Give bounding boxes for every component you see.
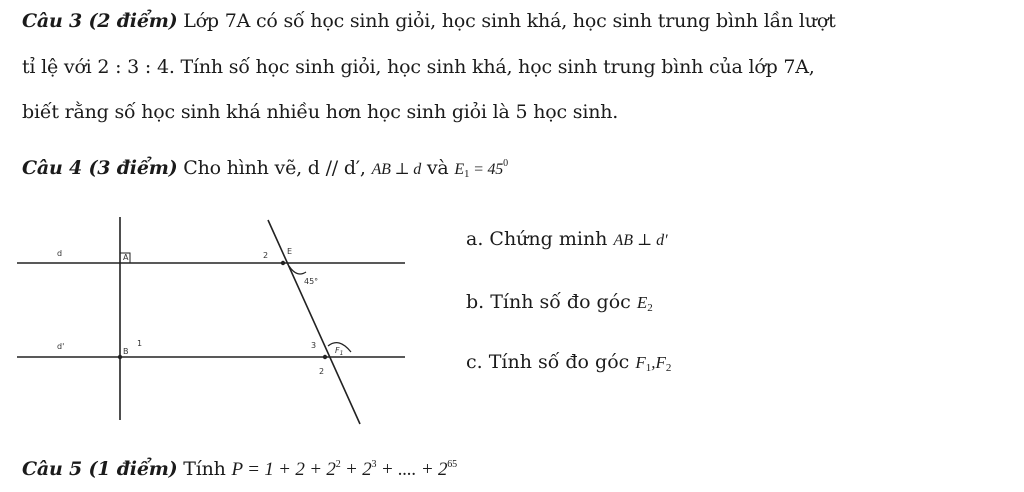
- point-e: [281, 261, 285, 265]
- part-c-sep: ,: [651, 353, 656, 372]
- label-f-2: 2: [319, 367, 325, 376]
- part-b-text: b. Tính số đo góc: [466, 291, 631, 313]
- q5-exp-2: 3: [371, 459, 377, 470]
- q5-line: [22, 458, 457, 481]
- q5-expr: [232, 459, 457, 480]
- part-a-math: AB ⊥ d′: [613, 232, 668, 249]
- point-f: [323, 355, 327, 359]
- q4-cond-1: AB ⊥ d: [371, 161, 422, 178]
- label-e-2: 2: [263, 251, 269, 260]
- label-b-angle: 1: [137, 339, 143, 348]
- q3-text-1: Lớp 7A có số học sinh giỏi, học sinh khá, học sinh trung bình lần lượt: [183, 10, 836, 32]
- q5-expr-lhs: P = 1 + 2 + 2: [231, 459, 336, 480]
- part-b-math: [637, 293, 653, 312]
- label-f1-base: F: [335, 346, 340, 355]
- q5-exp-3: 65: [447, 459, 457, 470]
- label-f-3: 3: [311, 341, 317, 350]
- label-e: E: [287, 247, 293, 256]
- q4-cond-2: [454, 158, 508, 180]
- q4-label: Câu 4 (3 điểm): [22, 157, 178, 179]
- part-c: [466, 351, 671, 374]
- part-b-base: E: [636, 293, 648, 312]
- part-c-text: c. Tính số đo góc: [466, 351, 630, 373]
- q4-cond-2-base: E: [454, 161, 464, 178]
- part-c-math: [635, 353, 671, 372]
- q3-line-2: [22, 56, 815, 78]
- q4-cond-2-sub: 1: [463, 168, 470, 180]
- part-a: [466, 228, 668, 250]
- label-f1: [335, 346, 343, 357]
- q3-line-1: [22, 10, 836, 32]
- q5-exp-1: 2: [335, 459, 341, 470]
- q5-plus-2: + .... + 2: [376, 459, 448, 480]
- label-angle-45: 45°: [304, 277, 319, 286]
- q3-text-3: biết rằng số học sinh khá nhiều hơn học sinh giỏi là 5 học sinh.: [22, 101, 619, 123]
- part-c-f2-sub: 2: [665, 362, 672, 374]
- geometry-figure: [15, 212, 415, 427]
- q4-line: [22, 157, 508, 180]
- part-b-sub: 2: [647, 302, 653, 314]
- point-b: [118, 355, 122, 359]
- q5-plus-1: + 2: [340, 459, 372, 480]
- q4-joiner: và: [426, 157, 449, 179]
- q5-text: Tính: [183, 458, 226, 480]
- part-a-text: a. Chứng minh: [466, 228, 608, 250]
- part-c-f1-sub: 1: [645, 362, 652, 374]
- q4-cond-2-sup: 0: [503, 158, 508, 169]
- label-a: A: [123, 253, 129, 262]
- part-c-f2: F: [655, 353, 666, 372]
- q5-label: Câu 5 (1 điểm): [22, 458, 178, 480]
- q4-text: Cho hình vẽ, d // d′,: [183, 157, 366, 179]
- label-d-prime: d': [57, 342, 65, 351]
- part-c-f1: F: [635, 353, 646, 372]
- label-d: d: [57, 249, 63, 258]
- part-b: [466, 291, 653, 314]
- label-f1-sub: 1: [339, 350, 344, 357]
- q4-cond-2-rest: = 45: [473, 161, 504, 178]
- transversal: [268, 220, 360, 424]
- q3-line-3: [22, 101, 618, 123]
- q3-text-2: tỉ lệ với 2 : 3 : 4. Tính số học sinh giỏi, học sinh khá, học sinh trung bình của lớp 7A,: [22, 56, 815, 78]
- label-b: B: [123, 347, 129, 356]
- q3-label: Câu 3 (2 điểm): [22, 10, 178, 32]
